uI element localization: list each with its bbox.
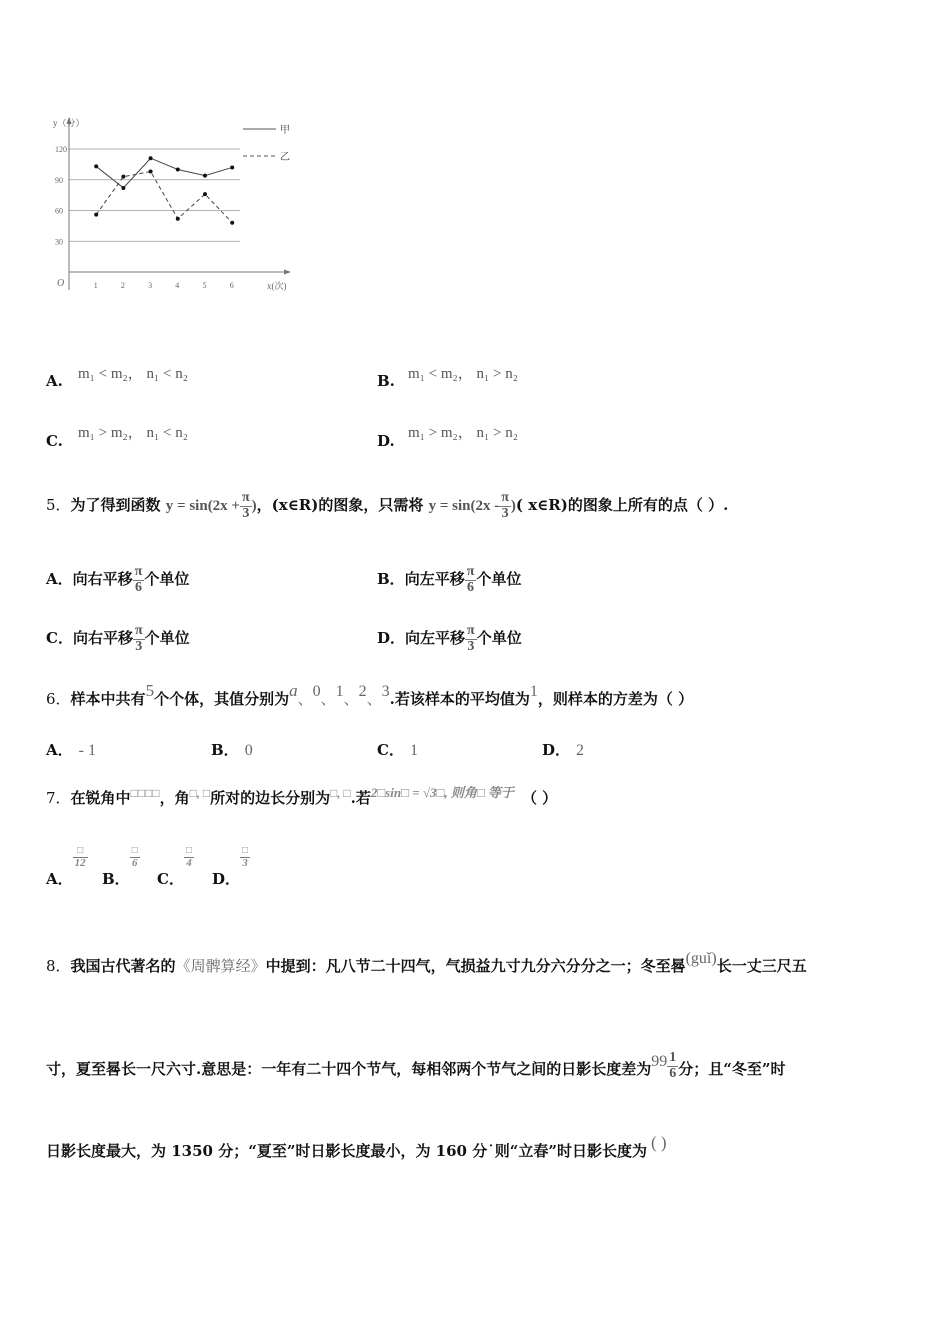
chart-legend xyxy=(243,124,290,163)
q6-option-a: A． - 1 xyxy=(46,741,96,759)
q5-text-1: 为了得到函数 xyxy=(70,496,161,514)
x-tick-label: 5 xyxy=(202,281,207,290)
y-axis-label: y（分） xyxy=(53,118,85,128)
x-tick-label: 1 xyxy=(93,281,98,290)
q6-option-d: D． 2 xyxy=(542,741,585,759)
q7-option-a: A． $\frac{□}{12}$ xyxy=(46,845,86,888)
origin-label: O xyxy=(57,278,65,289)
q8-line-1: 8．我国古代著名的《周髀算经》中提到：凡八节二十四气，气损益九寸九分六分分之一；冬至晷(guǐ)长一丈三尺五 xyxy=(46,950,807,975)
q7-option-b: B． $\frac{□}{6}$ xyxy=(102,845,138,888)
q5-text-3: ( x∈R)的图象上所有的点（ ）. xyxy=(515,496,729,514)
q5-option-d: D．向左平移 $\frac{\pi}{3}$ 个单位 xyxy=(377,623,522,654)
x-tick-label: 2 xyxy=(120,281,125,290)
x-tick-label: 6 xyxy=(229,281,234,290)
legend-label: 乙 xyxy=(280,152,290,163)
chart-series xyxy=(94,156,234,225)
q6-option-b: B． 0 xyxy=(211,741,253,759)
x-axis-arrow xyxy=(284,270,291,275)
data-point xyxy=(230,165,234,169)
data-point xyxy=(176,217,180,221)
score-line-chart xyxy=(40,110,310,305)
x-axis-label: x(次) xyxy=(267,281,287,291)
data-point xyxy=(149,170,153,174)
q5-option-c: C．向右平移 $\frac{\pi}{3}$ 个单位 xyxy=(46,623,190,654)
q5-text-2: ，(x∈R)的图象，只需将 xyxy=(256,496,424,514)
q5-paren-1: ) xyxy=(251,498,257,514)
q5-fraction-1: $\frac{\pi}{3}$ xyxy=(241,489,250,521)
y-tick-label: 60 xyxy=(55,206,63,216)
legend-label: 甲 xyxy=(280,125,290,136)
x-tick-label: 3 xyxy=(148,281,153,290)
series-line-jia xyxy=(96,158,232,188)
data-point xyxy=(121,175,125,179)
question-5 xyxy=(46,485,728,526)
y-tick-label: 90 xyxy=(55,175,63,185)
data-point xyxy=(149,156,153,160)
q5-function-1: y = sin(2x + xyxy=(165,498,240,514)
q5-fraction-2: $\frac{\pi}{3}$ xyxy=(501,489,509,521)
q4-option-c-letter: C. xyxy=(46,432,63,450)
q4-option-a-text: m₁ < m₂， n₁ < n₂ xyxy=(78,366,188,382)
q5-option-a: A．向右平移 $\frac{\pi}{6}$ 个单位 xyxy=(46,564,190,595)
data-point xyxy=(94,164,98,168)
q4-option-a-letter: A. xyxy=(46,372,63,390)
q4-option-b-letter: B. xyxy=(377,372,395,390)
q5-number: 5． xyxy=(46,496,71,514)
chart-gridlines xyxy=(69,149,240,241)
data-point xyxy=(203,192,207,196)
q5-function-2: y = sin(2x - xyxy=(428,498,500,514)
q6-option-c: C． 1 xyxy=(377,741,418,759)
question-7: 7．在锐角中□□□□，角□, □所对的边长分别为□, □.若2□sin□ = √3□, 则角□ 等于 （ ） xyxy=(46,785,558,807)
q8-line-3: 日影长度最大，为 1350 分；“夏至”时日影长度最小，为 160 分˙则“立春”时日影长度为 ( ) xyxy=(46,1133,667,1160)
q4-option-c-text: m₁ > m₂， n₁ < n₂ xyxy=(78,425,188,441)
data-point xyxy=(230,221,234,225)
q8-line-2: 寸，夏至晷长一尺六寸.意思是：一年有二十四个节气，每相邻两个节气之间的日影长度差为99 $\frac{1}{6}$ 分；且“冬至”时 xyxy=(46,1050,786,1081)
q4-option-b-text: m₁ < m₂， n₁ > n₂ xyxy=(408,366,518,382)
q5-paren-2: ) xyxy=(510,498,516,514)
y-tick-label: 120 xyxy=(55,145,67,154)
question-6: 6．样本中共有5个个体，其值分别为a、0、1、2、3.若该样本的平均值为1，则样本的方差为（ ） xyxy=(46,681,694,708)
q7-option-c: C． $\frac{□}{4}$ xyxy=(157,845,192,888)
q7-option-d: D． $\frac{□}{3}$ xyxy=(212,845,249,888)
y-tick-label: 30 xyxy=(55,237,63,247)
x-tick-label: 4 xyxy=(175,281,180,290)
data-point xyxy=(121,186,125,190)
data-point xyxy=(203,174,207,178)
q4-option-d-text: m₁ > m₂， n₁ > n₂ xyxy=(408,425,518,441)
chart-tick-labels xyxy=(55,145,234,290)
data-point xyxy=(176,168,180,172)
q5-option-b: B．向左平移 $\frac{\pi}{6}$ 个单位 xyxy=(377,564,522,595)
data-point xyxy=(94,213,98,217)
q4-option-d-letter: D. xyxy=(377,432,395,450)
series-line-yi xyxy=(96,172,232,223)
